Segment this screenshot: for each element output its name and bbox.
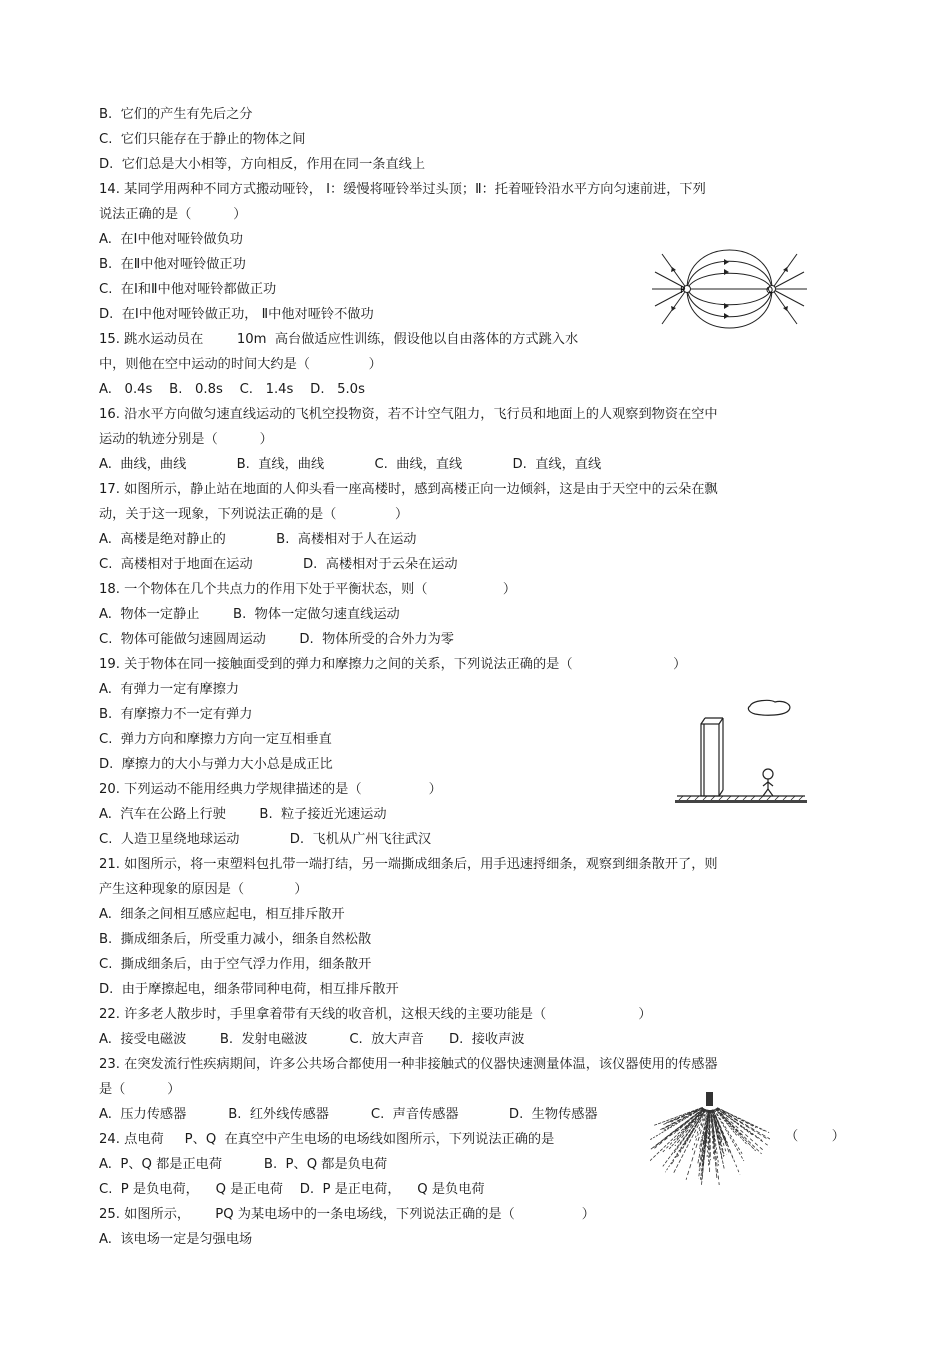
text-line: A. 有弹力一定有摩擦力 xyxy=(99,682,240,697)
plastic-strips-figure xyxy=(650,1090,770,1185)
text-line: A. 物体一定静止 B. 物体一定做匀速直线运动 xyxy=(99,607,400,622)
text-line: 21. 如图所示，将一束塑料包扎带一端打结，另一端撕成细条后，用手迅速捋细条，观察到细条散开了，则 xyxy=(99,857,718,872)
text-line: 18. 一个物体在几个共点力的作用下处于平衡状态，则（ ） xyxy=(99,582,517,597)
text-line: C. 物体可能做匀速圆周运动 D. 物体所受的合外力为零 xyxy=(99,632,454,647)
text-line: C. 人造卫星绕地球运动 D. 飞机从广州飞往武汉 xyxy=(99,832,432,847)
text-line: 16. 沿水平方向做匀速直线运动的飞机空投物资，若不计空气阻力，飞行员和地面上的人观察到物资在空中 xyxy=(99,407,718,422)
text-line: C. 弹力方向和摩擦力方向一定互相垂直 xyxy=(99,732,332,747)
text-line: D. 在Ⅰ中他对哑铃做正功， Ⅱ中他对哑铃不做功 xyxy=(99,307,374,322)
text-line: B. 在Ⅱ中他对哑铃做正功 xyxy=(99,257,246,272)
text-line: A. 曲线，曲线 B. 直线，曲线 C. 曲线，直线 D. 直线，直线 xyxy=(99,457,602,472)
text-line: D. 由于摩擦起电，细条带同种电荷，相互排斥散开 xyxy=(99,982,399,997)
text-line: 22. 许多老人散步时，手里拿着带有天线的收音机，这根天线的主要功能是（ ） xyxy=(99,1007,652,1022)
text-line: 24. 点电荷 P、Q 在真空中产生电场的电场线如图所示，下列说法正确的是 xyxy=(99,1132,555,1147)
text-line: C. P 是负电荷， Q 是正电荷 D. P 是正电荷， Q 是负电荷 xyxy=(99,1182,485,1197)
text-line: 23. 在突发流行性疾病期间，许多公共场合都使用一种非接触式的仪器快速测量体温，该仪器使用的传感器 xyxy=(99,1057,718,1072)
text-line: 产生这种现象的原因是（ ） xyxy=(99,882,308,897)
text-line: A. 细条之间相互感应起电，相互排斥散开 xyxy=(99,907,345,922)
text-line: A. 0.4s B. 0.8s C. 1.4s D. 5.0s xyxy=(99,382,365,397)
text-line: C. 高楼相对于地面在运动 D. 高楼相对于云朵在运动 xyxy=(99,557,458,572)
text-line: A. 在Ⅰ中他对哑铃做负功 xyxy=(99,232,243,247)
text-line: 说法正确的是（ ） xyxy=(99,207,247,222)
text-line: A. 汽车在公路上行驶 B. 粒子接近光速运动 xyxy=(99,807,387,822)
text-line: 15. 跳水运动员在 10m 高台做适应性训练，假设他以自由落体的方式跳入水 xyxy=(99,332,579,347)
building-cloud-figure xyxy=(675,698,807,808)
text-line: B. 它们的产生有先后之分 xyxy=(99,107,253,122)
text-line: 是（ ） xyxy=(99,1082,181,1097)
text-line: A. 高楼是绝对静止的 B. 高楼相对于人在运动 xyxy=(99,532,417,547)
text-line: D. 它们总是大小相等，方向相反，作用在同一条直线上 xyxy=(99,157,426,172)
text-line: A. P、Q 都是正电荷 B. P、Q 都是负电荷 xyxy=(99,1157,388,1172)
charge-p-label: P xyxy=(680,286,686,296)
q24-answer-bracket: （ ） xyxy=(785,1129,845,1144)
text-line: A. 接受电磁波 B. 发射电磁波 C. 放大声音 D. 接收声波 xyxy=(99,1032,525,1047)
text-line: D. 摩擦力的大小与弹力大小总是成正比 xyxy=(99,757,333,772)
text-line: A. 压力传感器 B. 红外线传感器 C. 声音传感器 D. 生物传感器 xyxy=(99,1107,598,1122)
text-line: A. 该电场一定是匀强电场 xyxy=(99,1232,253,1247)
electric-field-lines-figure xyxy=(652,242,807,337)
text-line: B. 有摩擦力不一定有弹力 xyxy=(99,707,253,722)
text-line: 17. 如图所示，静止站在地面的人仰头看一座高楼时，感到高楼正向一边倾斜，这是由于天空中的云朵在飘 xyxy=(99,482,718,497)
text-line: 25. 如图所示， PQ 为某电场中的一条电场线，下列说法正确的是（ ） xyxy=(99,1207,595,1222)
text-line: C. 撕成细条后，由于空气浮力作用，细条散开 xyxy=(99,957,372,972)
text-line: B. 撕成细条后，所受重力减小，细条自然松散 xyxy=(99,932,372,947)
text-line: C. 在Ⅰ和Ⅱ中他对哑铃都做正功 xyxy=(99,282,277,297)
text-line: 14. 某同学用两种不同方式搬动哑铃， Ⅰ：缓慢将哑铃举过头顶；Ⅱ：托着哑铃沿水平方向匀速前进，下列 xyxy=(99,182,706,197)
text-line: 19. 关于物体在同一接触面受到的弹力和摩擦力之间的关系，下列说法正确的是（ ） xyxy=(99,657,687,672)
text-line: 动，关于这一现象，下列说法正确的是（ ） xyxy=(99,507,409,522)
text-line: C. 它们只能存在于静止的物体之间 xyxy=(99,132,306,147)
charge-q-label: Q xyxy=(766,286,774,296)
text-line: 运动的轨迹分别是（ ） xyxy=(99,432,273,447)
text-line: 20. 下列运动不能用经典力学规律描述的是（ ） xyxy=(99,782,442,797)
text-line: 中，则他在空中运动的时间大约是（ ） xyxy=(99,357,382,372)
